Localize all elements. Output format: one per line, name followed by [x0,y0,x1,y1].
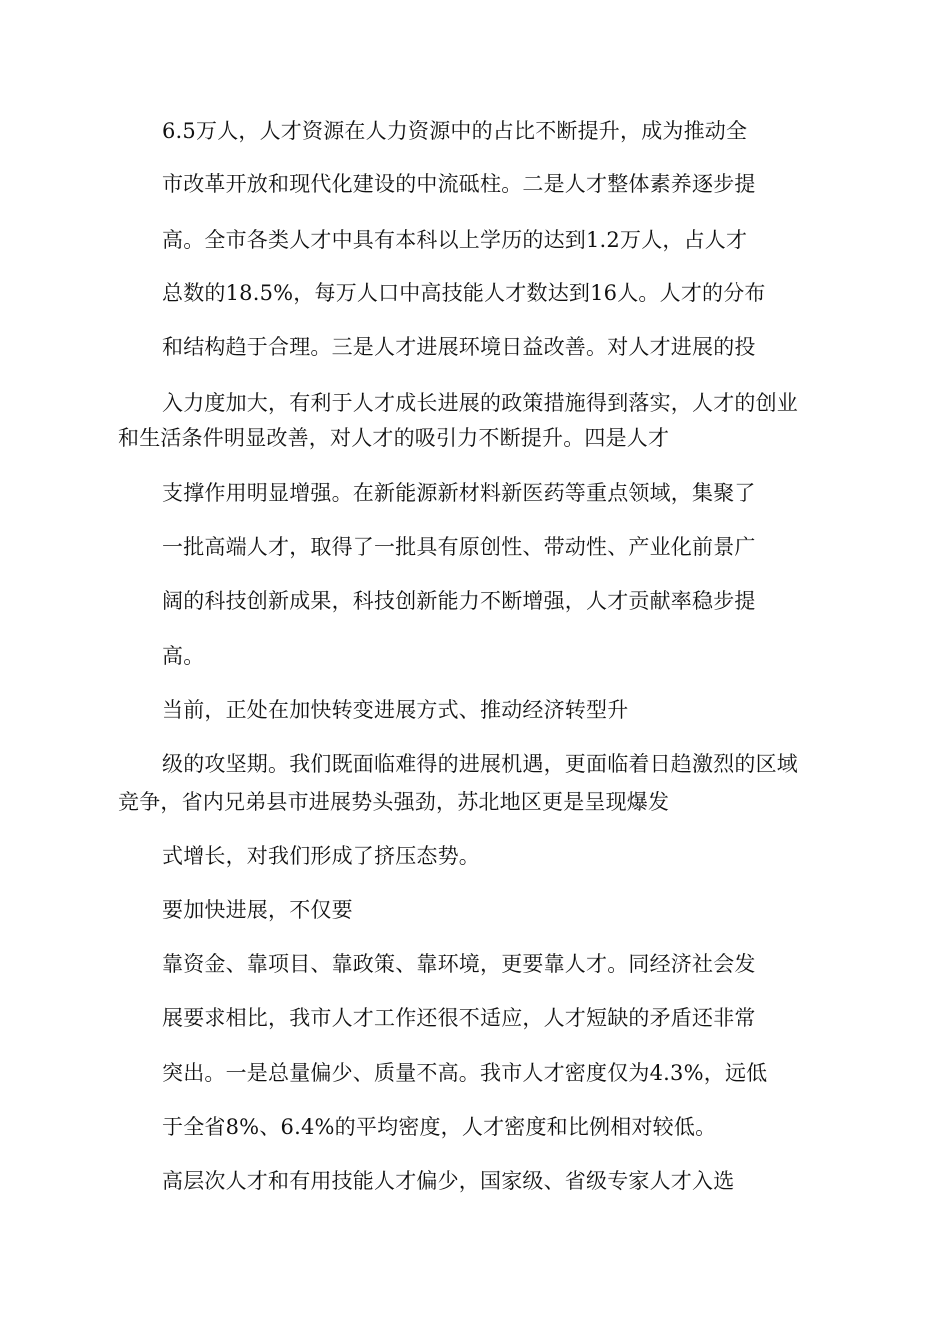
text-line: 和生活条件明显改善，对人才的吸引力不断提升。四是人才 [118,426,670,450]
text-line: 级的攻坚期。我们既面临难得的进展机遇，更面临着日趋激烈的区域 [162,752,798,776]
text-line: 展要求相比，我市人才工作还很不适应，人才短缺的矛盾还非常 [162,1006,756,1030]
text-line: 竞争，省内兄弟县市进展势头强劲，苏北地区更是呈现爆发 [118,790,670,814]
text-line: 突出。一是总量偏少、质量不高。我市人才密度仅为4.3%，远低 [162,1061,768,1085]
text-line: 6.5万人，人才资源在人力资源中的占比不断提升，成为推动全 [162,119,748,143]
text-line: 阔的科技创新成果，科技创新能力不断增强，人才贡献率稳步提 [162,589,756,613]
text-line: 当前，正处在加快转变进展方式、推动经济转型升 [162,698,629,722]
text-line: 和结构趋于合理。三是人才进展环境日益改善。对人才进展的投 [162,335,756,359]
text-line: 市改革开放和现代化建设的中流砥柱。二是人才整体素养逐步提 [162,172,756,196]
text-line: 高层次人才和有用技能人才偏少，国家级、省级专家人才入选 [162,1169,735,1193]
text-line: 靠资金、靠项目、靠政策、靠环境，更要靠人才。同经济社会发 [162,952,756,976]
text-line: 一批高端人才，取得了一批具有原创性、带动性、产业化前景广 [162,535,756,559]
text-line: 入力度加大，有利于人才成长进展的政策措施得到落实，人才的创业 [162,391,798,415]
text-line: 总数的18.5%，每万人口中高技能人才数达到16人。人才的分布 [162,281,766,305]
text-line: 式增长，对我们形成了挤压态势。 [162,844,480,868]
text-line: 要加快进展，不仅要 [162,898,353,922]
text-line: 高。全市各类人才中具有本科以上学历的达到1.2万人，占人才 [162,228,748,252]
text-line: 高。 [162,644,205,668]
text-line: 于全省8%、6.4%的平均密度，人才密度和比例相对较低。 [162,1115,717,1139]
text-line: 支撑作用明显增强。在新能源新材料新医药等重点领域，集聚了 [162,481,756,505]
